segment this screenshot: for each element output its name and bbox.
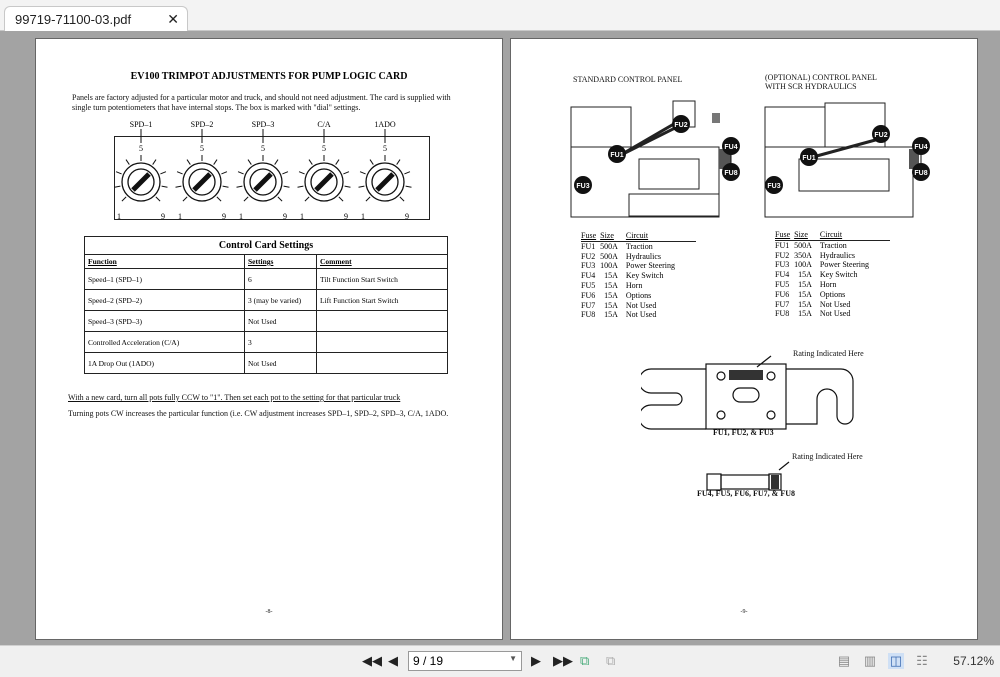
svg-text:9: 9	[222, 212, 226, 219]
fuse-cell: Not Used	[819, 299, 851, 309]
fu8-marker: FU8	[724, 170, 738, 177]
control-card-table	[84, 236, 448, 374]
table-row	[85, 332, 448, 353]
svg-text:1: 1	[239, 212, 243, 219]
fu3-marker: FU3	[576, 183, 590, 190]
fuse-cell: Horn	[625, 280, 643, 290]
pdf-page-8	[35, 38, 503, 640]
svg-text:5: 5	[200, 144, 204, 153]
fuse-cell: 15A	[604, 271, 618, 281]
fuse-cell: FU3	[581, 261, 596, 271]
fuse-cell: 15A	[798, 309, 812, 319]
fuse-cell: Power Steering	[819, 260, 870, 270]
fuse-cell: Not Used	[819, 309, 851, 319]
fuse-cell: Not Used	[625, 300, 657, 310]
fuse-cell: 15A	[604, 310, 618, 320]
table-row	[85, 311, 448, 332]
fuse-cell: Traction	[625, 241, 653, 251]
fuse-header: Fuse	[581, 231, 600, 241]
previous-view-icon[interactable]: ⧉	[580, 653, 590, 668]
fuse-cell: FU2	[581, 251, 596, 261]
pdf-page-9	[510, 38, 978, 640]
fuse-row	[581, 291, 696, 301]
function-cell: Speed–2 (SPD–2)	[85, 290, 245, 311]
fuse-row	[581, 261, 696, 271]
close-tab-icon[interactable]: ✕	[167, 11, 179, 27]
fuse-cell: Key Switch	[819, 270, 858, 280]
page-number: -8-	[265, 609, 273, 615]
fuse-cell: Options	[819, 289, 846, 299]
fuse-cell: Options	[625, 290, 652, 300]
svg-text:SPD–1: SPD–1	[129, 120, 153, 129]
svg-text:5: 5	[261, 144, 265, 153]
standard-fuse-table	[581, 231, 696, 320]
fu1-marker: FU1	[610, 152, 624, 159]
svg-text:1: 1	[178, 212, 182, 219]
svg-text:9: 9	[344, 212, 348, 219]
fuse-cell: 350A	[794, 250, 812, 260]
note-new-card: With a new card, turn all pots fully CCW to "1". Then set each pot to the setting for that particular truck	[68, 393, 401, 402]
svg-text:SPD–2: SPD–2	[190, 120, 214, 129]
fuse-header: Fuse	[775, 230, 794, 240]
svg-text:1: 1	[117, 212, 121, 219]
fuse-cell: FU8	[581, 310, 596, 320]
settings-cell: Not Used	[245, 353, 317, 374]
svg-text:C/A: C/A	[317, 120, 331, 129]
svg-text:5: 5	[139, 144, 143, 153]
trimpot-dials	[106, 119, 446, 219]
fuse-cell: FU4	[581, 271, 596, 281]
svg-text:1: 1	[300, 212, 304, 219]
continuous-facing-view-icon[interactable]: ☷	[916, 653, 928, 668]
svg-text:1ADO: 1ADO	[374, 120, 396, 129]
fuse-row	[775, 251, 890, 261]
fuse-row	[581, 252, 696, 262]
fuse-cell: 100A	[794, 260, 812, 270]
rating-label-large: Rating Indicated Here	[793, 349, 864, 358]
fuse-cell: Horn	[819, 279, 837, 289]
svg-text:SPD–3: SPD–3	[251, 120, 275, 129]
fuse-cell: 100A	[600, 261, 618, 271]
comment-cell	[317, 353, 448, 374]
facing-view-icon[interactable]: ◫	[889, 653, 903, 668]
svg-text:9: 9	[405, 212, 409, 219]
fuse-header: Size	[600, 231, 626, 241]
fuse-row	[581, 310, 696, 320]
svg-text:FU4: FU4	[914, 144, 928, 151]
comment-cell	[317, 311, 448, 332]
page-number: -9-	[740, 609, 748, 615]
fuse-cell: Power Steering	[625, 261, 676, 271]
fuse-row	[775, 280, 890, 290]
optional-panel-title-1: (OPTIONAL) CONTROL PANEL	[765, 73, 877, 82]
fuse-header: Size	[794, 230, 820, 240]
settings-cell: 3	[245, 332, 317, 353]
fuse-row	[775, 300, 890, 310]
svg-text:1: 1	[361, 212, 365, 219]
header-comment: Comment	[317, 255, 448, 269]
fuse-cell: Key Switch	[625, 271, 664, 281]
page-title: EV100 TRIMPOT ADJUSTMENTS FOR PUMP LOGIC CARD	[130, 71, 408, 82]
zoom-level[interactable]: 57.12%	[953, 654, 994, 668]
first-page-icon[interactable]: ◀◀	[362, 653, 382, 668]
fuse-cell: 15A	[798, 279, 812, 289]
table-row	[85, 269, 448, 290]
table-title: Control Card Settings	[85, 237, 448, 255]
comment-cell	[317, 332, 448, 353]
header-settings: Settings	[245, 255, 317, 269]
fuse-row	[581, 271, 696, 281]
fuse-cell: 15A	[604, 290, 618, 300]
previous-page-icon[interactable]: ◀	[388, 653, 398, 668]
rating-label-small: Rating Indicated Here	[792, 452, 863, 461]
fuse-cell: FU4	[775, 270, 790, 280]
optional-panel-title-2: WITH SCR HYDRAULICS	[765, 82, 857, 91]
trimpot-dial	[115, 120, 168, 219]
fuse-cell: FU5	[581, 280, 596, 290]
fuse-cell: FU2	[775, 250, 790, 260]
trimpot-dial	[237, 120, 290, 219]
fuse-cell: FU6	[775, 289, 790, 299]
function-cell: Speed–1 (SPD–1)	[85, 269, 245, 290]
fuse-cell: Not Used	[625, 310, 657, 320]
page-number-value: 9 / 19	[413, 654, 444, 668]
fuse-header: Circuit	[820, 230, 890, 240]
fuse-header: Circuit	[626, 231, 696, 241]
fuse-row	[581, 241, 696, 251]
trimpot-dial	[298, 120, 351, 219]
fuse-cell: FU6	[581, 290, 596, 300]
svg-text:FU3: FU3	[767, 183, 781, 190]
tab-bar	[0, 0, 1000, 31]
fuse-cell: 500A	[600, 251, 618, 261]
fu2-marker: FU2	[674, 122, 688, 129]
fuse-cell: 15A	[798, 270, 812, 280]
svg-text:9: 9	[161, 212, 165, 219]
fuse-cell: 500A	[600, 241, 618, 251]
optional-fuse-table	[775, 230, 890, 319]
last-page-icon[interactable]: ▶▶	[553, 653, 573, 668]
settings-cell: 3 (may be varied)	[245, 290, 317, 311]
note-cw: Turning pots CW increases the particular function (i.e. CW adjustment increases SPD–1, SPD–2, SPD–3, C/A, 1ADO.	[68, 409, 449, 418]
settings-cell: Not Used	[245, 311, 317, 332]
svg-text:FU8: FU8	[914, 170, 928, 177]
fuse-cell: Traction	[819, 240, 847, 250]
chevron-down-icon[interactable]: ▼	[509, 654, 517, 663]
bottom-toolbar	[0, 645, 1000, 677]
fuse-cell: FU5	[775, 279, 790, 289]
single-page-view-icon[interactable]: ▤	[837, 653, 851, 668]
fuse-cell: 15A	[604, 300, 618, 310]
comment-cell: Lift Function Start Switch	[317, 290, 448, 311]
settings-cell: 6	[245, 269, 317, 290]
svg-text:FU2: FU2	[874, 132, 888, 139]
fu4-marker: FU4	[724, 144, 738, 151]
fuse-cell: FU7	[581, 300, 596, 310]
trimpot-dial	[359, 120, 412, 219]
fuse-cell: Hydraulics	[625, 251, 662, 261]
small-fuse-caption: FU4, FU5, FU6, FU7, & FU8	[697, 489, 795, 498]
fuse-row	[775, 260, 890, 270]
tab-title: 99719-71100-03.pdf	[15, 12, 132, 27]
svg-text:FU1: FU1	[802, 155, 816, 162]
table-row	[85, 353, 448, 374]
fuse-cell: FU7	[775, 299, 790, 309]
fuse-row	[581, 301, 696, 311]
fuse-row	[775, 270, 890, 280]
fuse-illustrations	[641, 344, 871, 504]
fuse-row	[581, 281, 696, 291]
fuse-cell: 15A	[604, 280, 618, 290]
trimpot-dial	[176, 120, 229, 219]
large-fuse-caption: FU1, FU2, & FU3	[713, 428, 774, 437]
fuse-row	[775, 290, 890, 300]
function-cell: Speed–3 (SPD–3)	[85, 311, 245, 332]
fuse-cell: FU1	[581, 241, 596, 251]
continuous-view-icon[interactable]: ▥	[863, 653, 877, 668]
fuse-row	[775, 240, 890, 250]
comment-cell: Tilt Function Start Switch	[317, 269, 448, 290]
fuse-cell: 500A	[794, 240, 812, 250]
control-panel-diagrams	[569, 99, 949, 219]
fuse-cell: FU3	[775, 260, 790, 270]
svg-text:9: 9	[283, 212, 287, 219]
next-page-icon[interactable]: ▶	[531, 653, 541, 668]
document-tab[interactable]	[4, 6, 188, 31]
function-cell: 1A Drop Out (1ADO)	[85, 353, 245, 374]
svg-text:5: 5	[383, 144, 387, 153]
intro-text: Panels are factory adjusted for a particular motor and truck, and should not need adjustment. The card is supplied with single turn potentiometers that have internal stops. The box is marked with "dial" settings.	[72, 93, 451, 112]
fuse-cell: FU8	[775, 309, 790, 319]
fuse-cell: 15A	[798, 289, 812, 299]
fuse-cell: Hydraulics	[819, 250, 856, 260]
fuse-cell: 15A	[798, 299, 812, 309]
page-number-select[interactable]	[408, 651, 522, 671]
svg-text:5: 5	[322, 144, 326, 153]
next-view-icon[interactable]: ⧉	[606, 653, 616, 668]
fuse-cell: FU1	[775, 240, 790, 250]
table-row	[85, 290, 448, 311]
function-cell: Controlled Acceleration (C/A)	[85, 332, 245, 353]
standard-panel-title: STANDARD CONTROL PANEL	[573, 75, 683, 84]
fuse-row	[775, 309, 890, 319]
header-function: Function	[85, 255, 245, 269]
